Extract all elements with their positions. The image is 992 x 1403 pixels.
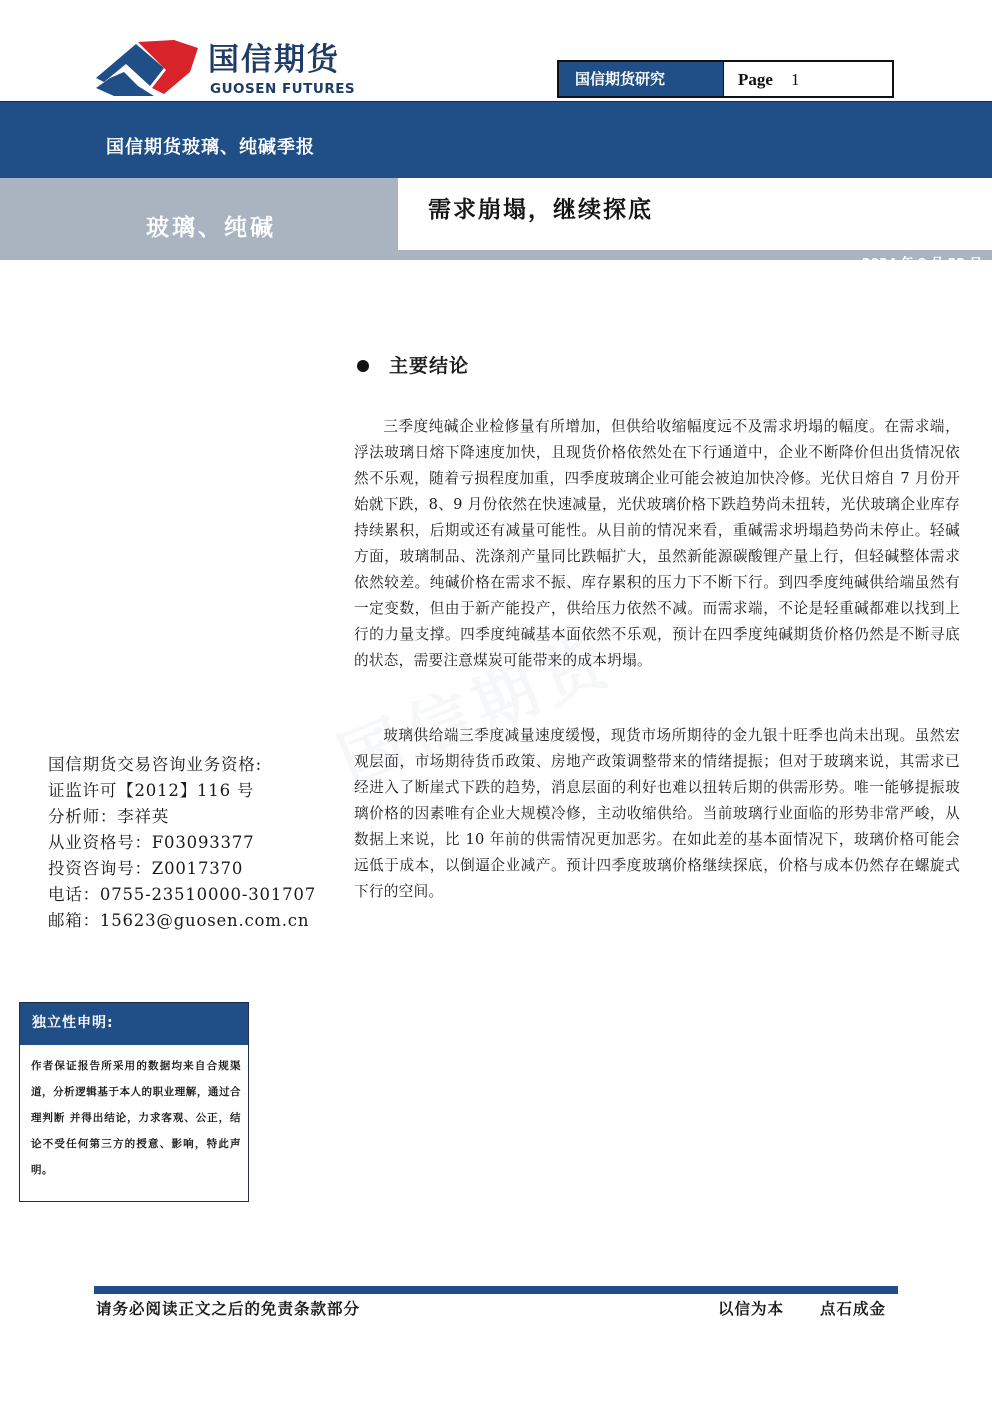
declaration-title: 独立性申明:: [32, 1015, 114, 1031]
research-label: 国信期货研究: [557, 60, 725, 98]
slogan-2: 点石成金: [820, 1299, 887, 1318]
page-indicator: [724, 60, 894, 98]
email-text: 邮箱：15623@guosen.com.cn: [48, 911, 310, 930]
paragraph: 玻璃供给端三季度减量速度缓慢，现货市场所期待的金九银十旺季也尚未出现。虽然宏观层面，市场期待货币政策、房地产政策调整带来的情绪提振；但对于玻璃来说，其需求已经进入了断崖式下跌的趋势，消息层面的利好也难以扭转后期的供需形势。唯一能够提振玻璃价格的因素唯有企业大规模冷修，主动收缩供给。当前玻璃行业面临的形势非常严峻，从数据上来说，比 10 年前的供需情况更加恶劣。在如此差的基本面情况下，玻璃价格可能会远低于成本，以倒逼企业减产。预计四季度玻璃价格继续探底，价格与成本仍然存在螺旋式下行的空间。: [354, 727, 960, 900]
logo-cn-text: 国信期货: [208, 42, 340, 78]
guosen-logo-icon: [94, 38, 204, 100]
report-title: 需求崩塌，继续探底: [428, 196, 653, 223]
footer-rule: [94, 1286, 898, 1294]
consult-number: 投资咨询号：Z0017370: [48, 859, 244, 878]
paragraph: 三季度纯碱企业检修量有所增加，但供给收缩幅度远不及需求坍塌的幅度。在需求端，浮法玻璃日熔下降速度加快，且现货价格依然处在下行通道中，企业不断降价但出货情况依然不乐观，随着亏损程度加重，四季度玻璃企业可能会被迫加快冷修。光伏日熔自 7 月份开始就下跌，8、9 月份依然在快速减量，光伏玻璃价格下跌趋势尚未扭转，光伏玻璃企业库存持续累积，后期或还有减量可能性。从目前的情况来看，重碱需求坍塌趋势尚未停止。轻碱方面，玻璃制品、洗涤剂产量同比跌幅扩大，虽然新能源碳酸锂产量上行，但轻碱整体需求依然较差。纯碱价格在需求不振、库存累积的压力下不断下行。到四季度纯碱供给端虽然有一定变数，但由于新产能投产，供给压力依然不减。而需求端，不论是轻重碱都难以找到上行的力量支撑。四季度纯碱基本面依然不乐观，预计在四季度纯碱期货价格仍然是不断寻底的状态，需要注意煤炭可能带来的成本坍塌。: [354, 418, 960, 669]
cert-number: 从业资格号：F03093377: [48, 833, 255, 852]
phone-text: 电话：0755-23510000-301707: [48, 885, 317, 904]
qualification-text: 国信期货交易咨询业务资格:: [48, 755, 262, 774]
footer-disclaimer: 请务必阅读正文之后的免责条款部分: [96, 1299, 361, 1318]
report-date: 2024 年 9 月 22 日: [861, 255, 982, 270]
declaration-body: 作者保证报告所采用的数据均来自合规渠道，分析逻辑基于本人的职业理解，通过合理判断 并得出结论，力求客观、公正，结论不受任何第三方的授意、影响，特此声明。: [31, 1060, 241, 1176]
logo-en-text: GUOSEN FUTURES: [210, 81, 356, 97]
page-label: Page: [738, 70, 773, 89]
license-text: 证监许可【2012】116 号: [48, 781, 255, 800]
report-type: 国信期货玻璃、纯碱季报: [106, 137, 315, 158]
footer-slogan: [718, 1298, 886, 1320]
bullet-icon: [357, 360, 369, 372]
slogan-1: 以信为本: [718, 1299, 785, 1318]
analyst-info: [48, 752, 328, 934]
analyst-name: 分析师：李祥英: [48, 807, 170, 826]
section-title: 主要结论: [389, 355, 470, 377]
page-number: 1: [790, 70, 800, 89]
report-category: 玻璃、纯碱: [146, 214, 276, 241]
